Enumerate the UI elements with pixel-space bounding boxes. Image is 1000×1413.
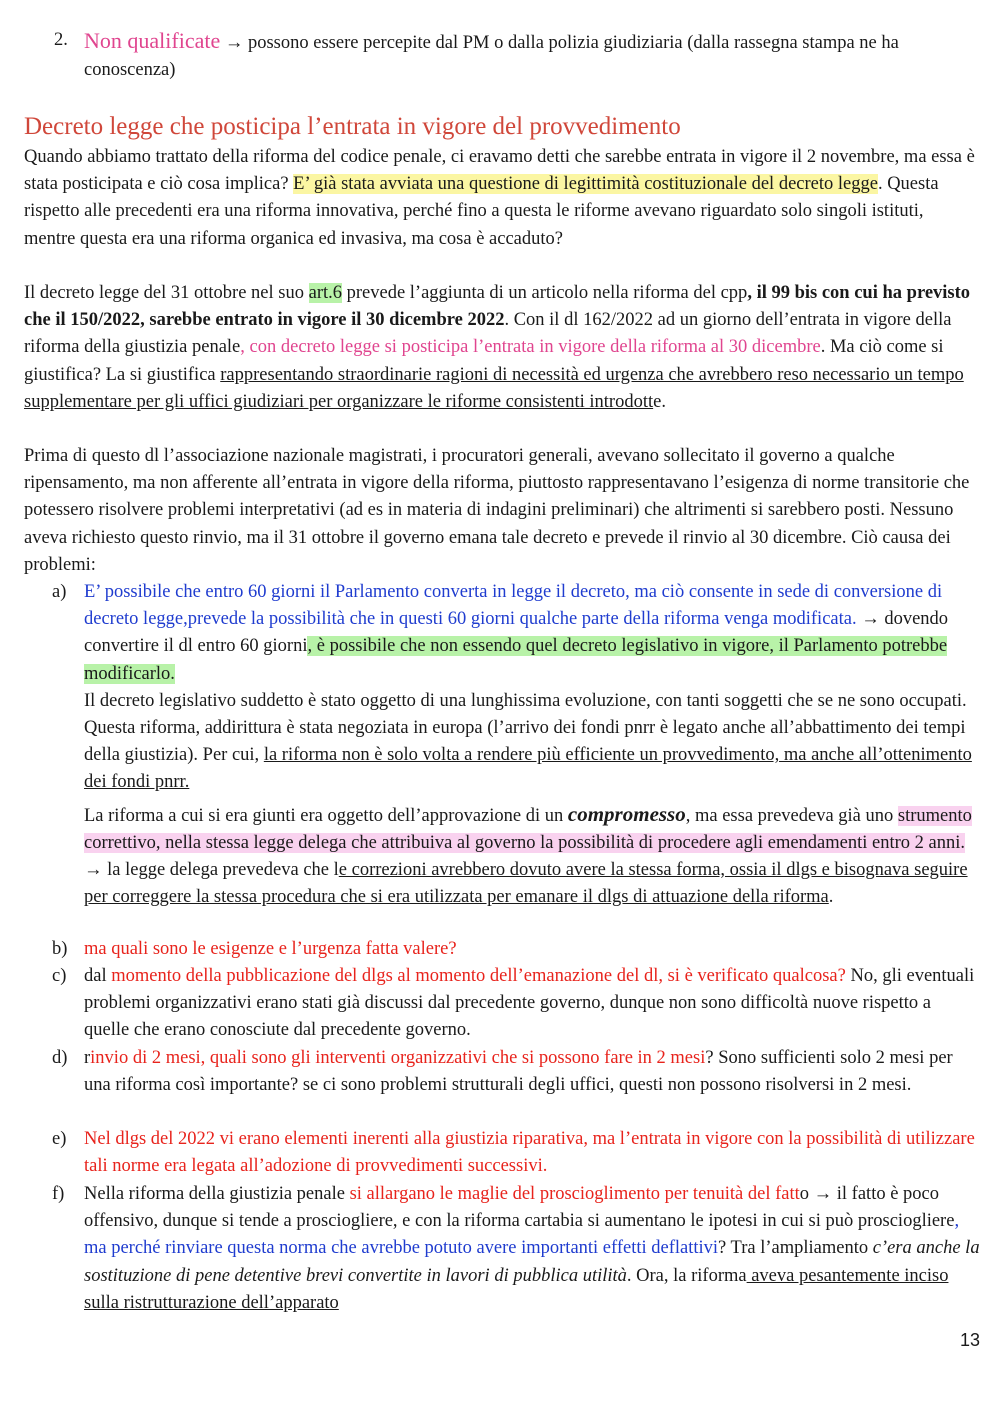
paragraph-3: Prima di questo dl l’associazione nazionale magistrati, i procuratori generali, avevano sollecitato il governo a qualche ripensamento, ma non afferente all’entrata in vigore della riforma, piuttosto rappresentavano l’esigenza di norme transitorie che potessero risolvere problemi interpretativi (ad es in materia di indagini preliminari) che altrimenti si sarebbero posti. Nessuno aveva richiesto questo rinvio, ma il 31 ottobre il governo emana tale decreto e prevede il rinvio al 30 dicembre. Ciò causa dei problemi: — [24, 446, 970, 575]
text: La riforma a cui si era giunti era oggetto dell’approvazione di un — [84, 805, 568, 826]
list-label-e: e) — [52, 1129, 67, 1149]
item-a-paragraph-3 — [84, 801, 980, 912]
bold-italic-text: compromesso — [567, 801, 686, 826]
text: ? Sono sufficienti solo 2 mesi per una riforma così importante? se ci sono problemi strutturali degli uffici, questi non possono risolversi in 2 mesi. — [84, 1048, 953, 1096]
text: . Ora, la riforma — [626, 1265, 747, 1286]
list-item-d — [84, 1045, 980, 1099]
highlight-green: art.6 — [308, 283, 342, 303]
pink-text: , con decreto legge si posticipa l’entrata in vigore della riforma al 30 dicembre — [240, 337, 821, 358]
red-text: momento della pubblicazione del dlgs al momento dell’emanazione del dl, si è verificato qualcosa? — [111, 966, 846, 986]
item-text: → possono essere percepite dal PM o dalla polizia giudiziaria (dalla rassegna stampa ne ha conoscenza) — [84, 33, 899, 81]
text: . Ma ciò come si giustifica? La si giustifica — [24, 337, 944, 385]
text: , ma essa prevedeva già uno — [685, 805, 898, 826]
list-item-f — [84, 1181, 980, 1317]
list-number: 2. — [54, 30, 68, 50]
text: Nella riforma della giustizia penale — [84, 1184, 350, 1204]
text: → dovendo convertire il dl entro 60 giorni — [84, 609, 949, 657]
blue-text: E’ possibile che entro 60 giorni il Parlamento converta in legge il decreto, ma ciò consente in sede di conversione di decreto legge,prevede la possibilità che in questi 60 giorni qualche parte della riforma venga modificata. — [84, 582, 943, 630]
text: No, gli eventuali problemi organizzativi erano stati già discussi dal precedente governo, dunque non sono difficoltà nuove rispetto a quelle che erano conosciute dal precedente governo. — [84, 966, 975, 1041]
list-label-c: c) — [52, 966, 67, 986]
text: → la legge delega prevedeva che l — [84, 860, 339, 881]
page-number: 13 — [959, 1330, 980, 1350]
underlined-text: la riforma non è solo volta a rendere più efficiente un provvedimento, ma anche all’ottenimento dei fondi pnrr. — [84, 745, 972, 793]
text: . Questa rispetto alle precedenti era una riforma innovativa, perché fino a questa le riforme avevano riguardato solo singoli istituti, mentre questa era una riforma organica ed invasiva, ma cosa è accaduto? — [24, 174, 939, 249]
underlined-text: aveva pesantemente inciso sulla ristrutturazione dell’apparato — [84, 1265, 949, 1313]
item-a-paragraph-2 — [84, 688, 980, 797]
list-item-e: Nel dlgs del 2022 vi erano elementi inerenti alla giustizia riparativa, ma l’entrata in vigore con la possibilità di utilizzare tali norme era legata all’adozione di provvedimenti successivi. — [84, 1129, 975, 1177]
list-item-2 — [84, 27, 980, 84]
item-lead: Non qualificate — [84, 28, 221, 53]
paragraph-1 — [24, 144, 978, 253]
section-heading: Decreto legge che posticipa l’entrata in vigore del provvedimento — [24, 113, 681, 140]
list-item-b: ma quali sono le esigenze e l’urgenza fatta valere? — [84, 939, 457, 959]
list-item-a — [84, 579, 980, 911]
text: r — [84, 1048, 91, 1068]
text: prevede l’aggiunta di un articolo nella riforma del cpp — [342, 283, 748, 303]
list-label-f: f) — [52, 1184, 65, 1204]
text: . Con il dl 162/2022 ad un giorno dell’entrata in vigore della riforma della giustizia penale — [24, 310, 952, 358]
text: dal — [84, 966, 112, 986]
highlight-green: , è possibile che non essendo quel decreto legislativo in vigore, il Parlamento potrebbe modificarlo. — [84, 636, 948, 684]
underlined-text: e correzioni avrebbero dovuto avere la stessa forma, ossia il dlgs e bisognava seguire per correggere la stessa procedura che si era utilizzata per emanare il dlgs di attuazione della riforma — [84, 860, 968, 908]
list-label-a: a) — [52, 582, 67, 602]
italic-text: c’era anche la sostituzione di pene detentive brevi convertite in lavori di pubblica utilità — [84, 1238, 980, 1286]
text: Il decreto legge del 31 ottobre nel suo — [24, 283, 309, 303]
underlined-text: rappresentando straordinarie ragioni di necessità ed urgenza che avrebbero reso necessario un tempo supplementare per gli uffici giudiziari per organizzare le riforme consistenti introdott — [24, 364, 964, 412]
red-text: si allargano le maglie del proscioglimento per tenuità del fatt — [349, 1184, 800, 1204]
bold-text: , il 99 bis con cui ha previsto che il 150/2022, sarebbe entrato in vigore il 30 dicembre 2022 — [24, 283, 971, 331]
text: o → il fatto è poco offensivo, dunque si tende a prosciogliere, e con la riforma cartabia si aumentano le ipotesi in cui si può prosciogliere — [84, 1184, 955, 1232]
item-a-paragraph-1 — [84, 579, 980, 688]
text: . — [828, 887, 834, 908]
text: e. — [653, 391, 666, 412]
list-item-c — [84, 963, 980, 1045]
highlight-pink: strumento correttivo, nella stessa legge delega che attribuiva al governo la possibilità di procedere agli emendamenti entro 2 anni. — [84, 805, 972, 853]
blue-text: , ma perché rinviare questa norma che avrebbe potuto avere importanti effetti deflattivi — [84, 1211, 960, 1259]
text: Il decreto legislativo suddetto è stato oggetto di una lunghissima evoluzione, con tanti soggetti che se ne sono occupati. Questa riforma, addirittura è stata negoziata in europa (l’arrivo dei fondi pnrr è legato anche all’abbattimento dei tempi della giustizia). Per cui, — [84, 690, 967, 766]
paragraph-2 — [24, 280, 978, 416]
list-label-b: b) — [52, 939, 68, 959]
text: ? Tra l’ampliamento — [718, 1238, 873, 1259]
text: Quando abbiamo trattato della riforma del codice penale, ci eravamo detti che sarebbe entrata in vigore il 2 novembre, ma essa è stata posticipata e ciò cosa implica? — [24, 147, 975, 195]
red-text: invio di 2 mesi, quali sono gli interventi organizzativi che si possono fare in 2 mesi — [90, 1048, 706, 1068]
list-label-d: d) — [52, 1048, 68, 1068]
highlight-yellow: E’ già stata avviata una questione di legittimità costituzionale del decreto legge — [293, 174, 878, 195]
